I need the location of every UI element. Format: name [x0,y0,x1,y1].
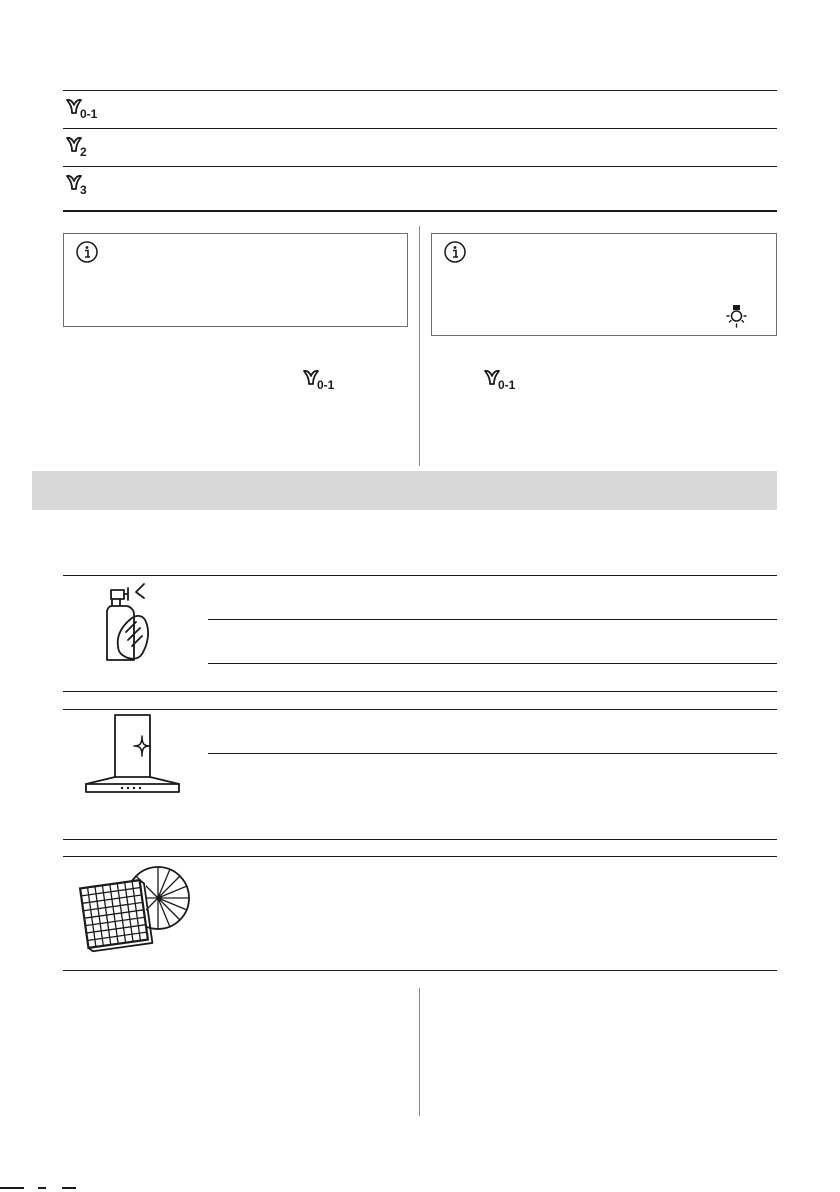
table-rule [63,970,777,971]
fan-speed-icon [301,367,349,393]
svg-text:0-1: 0-1 [80,107,98,121]
table-rule [208,663,777,664]
table-rule [63,166,777,167]
page-edge-fragment [0,1186,90,1192]
info-note-right [431,233,777,336]
table-bottom-rule [63,210,777,212]
table-rule [63,90,777,91]
fan-speed-icon [64,134,112,160]
column-divider [419,226,420,466]
table-rule [63,128,777,129]
column-divider [419,988,420,1116]
table-rule [208,753,777,754]
hood-cleaning-icon [84,714,182,794]
table-rule [63,691,777,692]
light-bulb-icon [725,304,749,330]
svg-text:0-1: 0-1 [498,378,516,392]
info-icon [76,241,100,265]
svg-text:3: 3 [80,183,87,197]
fan-speed-icon [482,367,530,393]
info-icon [444,241,468,265]
table-rule [208,619,777,620]
svg-text:2: 2 [80,145,87,159]
table-rule [63,575,777,576]
fan-speed-icon [64,96,112,122]
grease-filter-icon [80,862,190,952]
fan-speed-icon [64,172,112,198]
table-rule [63,709,777,710]
svg-text:0-1: 0-1 [317,378,335,392]
spray-cleaning-icon [98,582,162,666]
info-note-left [63,233,408,327]
table-rule [63,856,777,857]
section-heading-band [32,471,777,510]
table-rule [63,839,777,840]
